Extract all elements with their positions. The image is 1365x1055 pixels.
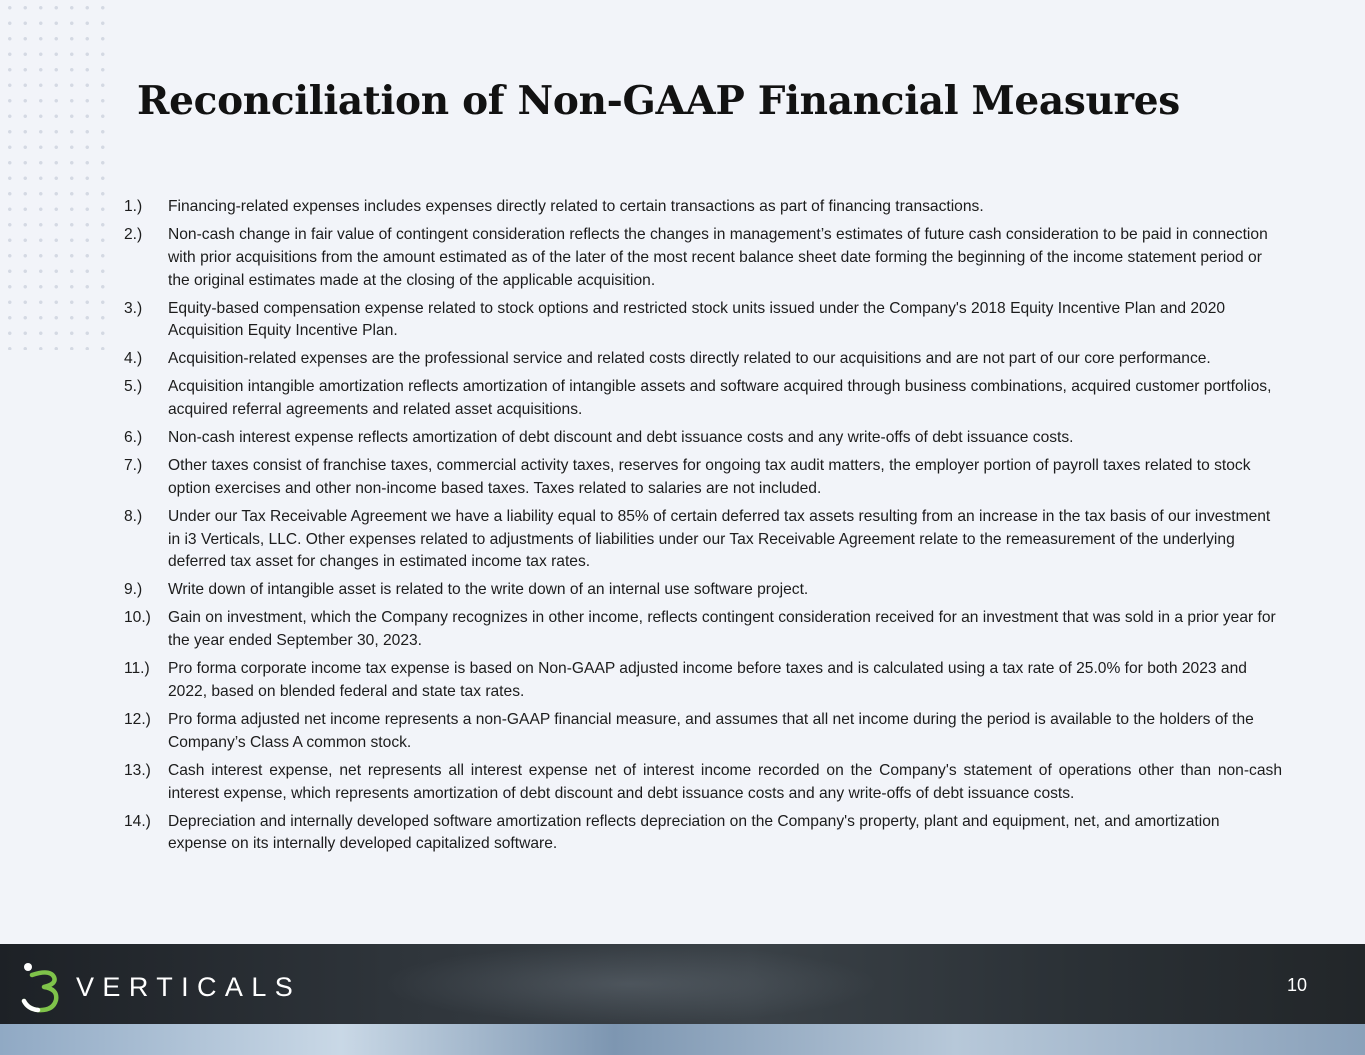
logo-wordmark: VERTICALS	[76, 971, 302, 1002]
footnote-number: 9.)	[124, 581, 143, 599]
footnote-number: 7.)	[124, 457, 143, 475]
dot-grid-decoration	[0, 0, 110, 350]
footnote-text: Other taxes consist of franchise taxes, commercial activity taxes, reserves for ongoing tax audit matters, the employer portion of payroll taxes related to stock option exercises and other non-income based taxes. Taxes related to salaries are not included.	[168, 457, 1251, 497]
footnote-text: Equity-based compensation expense related to stock options and restricted stock units issued under the Company's 2018 Equity Incentive Plan and 2020 Acquisition Equity Incentive Plan.	[168, 299, 1226, 340]
footnote-item	[124, 196, 1282, 219]
footnote-number: 4.)	[124, 350, 143, 368]
footnote-item	[124, 760, 1282, 806]
footnote-text: Cash interest expense, net represents all interest expense net of interest income recorded on the Company's statement of operations other than non-cash interest expense, which represents amortization of debt discount and debt issuance costs and any write-offs of debt issuance costs.	[168, 761, 1282, 802]
footnote-item	[124, 298, 1282, 344]
company-logo	[20, 961, 301, 1013]
footnote-text: Non-cash interest expense reflects amortization of debt discount and debt issuance costs and any write-offs of debt issuance costs.	[168, 429, 1074, 447]
footnote-item	[124, 506, 1282, 574]
footnote-text: Non-cash change in fair value of contingent consideration reflects the changes in management’s estimates of future cash consideration to be paid in connection with prior acquisitions from the amount estimated as of the later of the most recent balance sheet date forming the beginning of the income statement period or the original estimates made at the closing of the applicable acquisition.	[168, 225, 1268, 289]
footnote-number: 14.)	[124, 812, 151, 830]
footnote-number: 6.)	[124, 429, 143, 447]
footnote-text: Write down of intangible asset is related to the write down of an internal use software project.	[168, 581, 809, 599]
footnote-text: Pro forma adjusted net income represents a non-GAAP financial measure, and assumes that all net income during the period is available to the holders of the Company’s Class A common stock.	[168, 711, 1254, 751]
footnote-number: 8.)	[124, 507, 143, 525]
footnote-item	[124, 709, 1282, 755]
footnote-text: Depreciation and internally developed software amortization reflects depreciation on the Company's property, plant and equipment, net, and amortization expense on its internally developed capitalized software.	[168, 812, 1220, 853]
footnote-text: Financing-related expenses includes expenses directly related to certain transactions as part of financing transactions.	[168, 198, 984, 215]
page-title: Reconciliation of Non-GAAP Financial Measures	[137, 78, 1180, 124]
footnote-number: 1.)	[124, 198, 143, 215]
footnote-number: 2.)	[124, 225, 143, 243]
footnote-list	[124, 196, 1282, 861]
footnote-number: 3.)	[124, 299, 143, 317]
footnote-text: Acquisition intangible amortization reflects amortization of intangible assets and software acquired through business combinations, acquired customer portfolios, acquired referral agreements and related asset acquisitions.	[168, 378, 1272, 419]
footnote-item	[124, 658, 1282, 704]
footnote-text: Gain on investment, which the Company recognizes in other income, reflects contingent consideration received for an investment that was sold in a prior year for the year ended September 30, 2023.	[168, 609, 1276, 650]
footnote-number: 5.)	[124, 378, 143, 396]
footer-bar	[0, 944, 1365, 1055]
footnote-item	[124, 811, 1282, 857]
i3-logo-icon	[20, 961, 64, 1013]
footnote-item	[124, 376, 1282, 422]
footnote-item	[124, 607, 1282, 653]
footnote-number: 13.)	[124, 761, 151, 779]
footnote-text: Acquisition-related expenses are the professional service and related costs directly related to our acquisitions and are not part of our core performance.	[168, 350, 1211, 368]
footer-photo-strip	[0, 1024, 1365, 1055]
footnote-text: Under our Tax Receivable Agreement we have a liability equal to 85% of certain deferred tax assets resulting from an increase in the tax basis of our investment in i3 Verticals, LLC. Other expenses related to adjustments of liabilities under our Tax Receivable Agreement relate to the remeasurement of the underlying deferred tax asset for changes in estimated income tax rates.	[168, 507, 1271, 571]
footnote-number: 12.)	[124, 711, 151, 728]
footer-background-image	[380, 944, 880, 1024]
footnote-text: Pro forma corporate income tax expense is based on Non-GAAP adjusted income before taxes and is calculated using a tax rate of 25.0% for both 2023 and 2022, based on blended federal and state tax rates.	[168, 660, 1247, 701]
footnote-item	[124, 348, 1282, 371]
footnote-item	[124, 427, 1282, 450]
footnote-item	[124, 579, 1282, 602]
footnote-number: 10.)	[124, 609, 151, 627]
page-number: 10	[1286, 975, 1307, 995]
footnote-item	[124, 455, 1282, 501]
footnote-number: 11.)	[124, 660, 150, 678]
footnote-item	[124, 224, 1282, 292]
